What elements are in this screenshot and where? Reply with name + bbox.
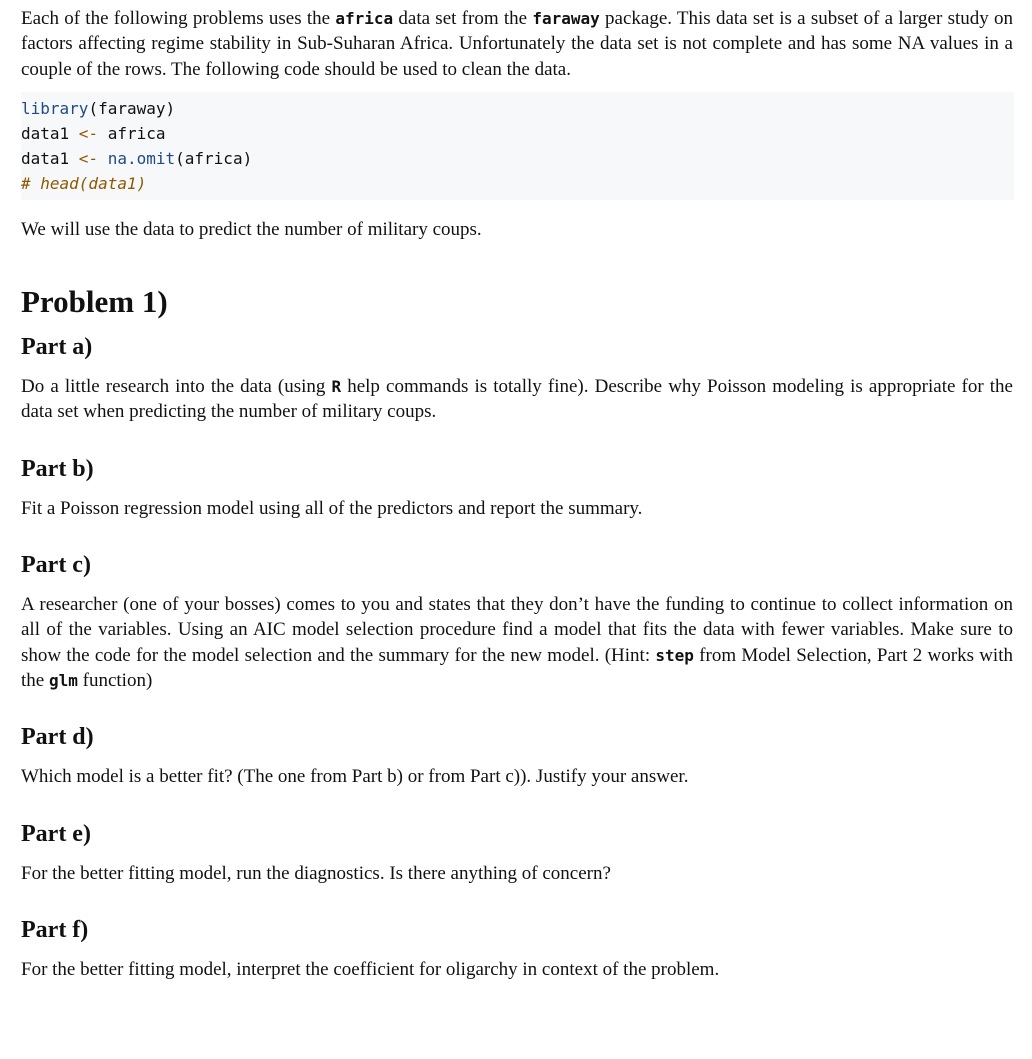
code-line-3: [21, 146, 1014, 171]
inline-code-glm: glm: [48, 670, 78, 690]
code-comment: # head(data1): [21, 173, 147, 193]
part-c-text-2: from Model Selection, Part 2 works with the: [21, 644, 1013, 691]
document-page: [21, 6, 1013, 982]
part-c-text-3: function): [77, 669, 153, 691]
part-b-text: Fit a Poisson regression model using all of the predictors and report the summary.: [21, 497, 643, 519]
intro-text-1: Each of the following problems uses the: [21, 8, 336, 29]
code-variable-data1: data1: [21, 148, 79, 168]
part-d-title: Part d): [21, 724, 94, 751]
code-assign-operator: <-: [78, 123, 99, 143]
part-f-text: For the better fitting model, interpret the coefficient for oligarchy in context of the problem.: [21, 958, 720, 980]
problem-title: Problem 1): [21, 284, 168, 320]
part-a-text-1: Do a little research into the data (using: [21, 376, 332, 398]
inline-code-africa: africa: [335, 9, 394, 28]
code-line-4: [21, 171, 1014, 196]
intro-text-2: data set from the: [393, 8, 533, 29]
part-c-text-1: A researcher (one of your bosses) comes to you and states that they don’t have the funding to continue to collect information on all of the variables. Using an AIC model selection procedure find a model that fits the data with fewer variables. Make sure to show the code for the model selection and the summary for the new model. (Hint:: [21, 594, 1013, 666]
code-function-library: library: [21, 98, 89, 118]
code-assign-operator: <-: [78, 148, 99, 168]
part-d-text: Which model is a better fit? (The one from Part b) or from Part c)). Justify your answer.: [21, 766, 689, 788]
part-f-title: Part f): [21, 916, 89, 943]
code-args-africa: (africa): [175, 148, 253, 168]
part-a-title: Part a): [21, 334, 93, 361]
inline-code-faraway: faraway: [532, 9, 600, 28]
part-c-text: [21, 592, 1013, 693]
part-b-title: Part b): [21, 455, 94, 482]
code-block: [21, 92, 1014, 200]
part-c-title: Part c): [21, 552, 91, 579]
code-line-1: [21, 96, 1014, 121]
after-code-paragraph: We will use the data to predict the number of military coups.: [21, 218, 482, 240]
code-function-na-omit: na.omit: [107, 148, 176, 168]
inline-code-r: R: [331, 377, 342, 397]
intro-paragraph: [21, 6, 1013, 82]
code-args-faraway: (faraway): [88, 98, 176, 118]
code-line-2: [21, 121, 1014, 146]
code-space: [98, 149, 108, 168]
part-a-text-2: help commands is totally fine). Describe why Poisson modeling is appropriate for the data set when predicting the number of military coups.: [21, 376, 1013, 423]
intro-text-3: package. This data set is a subset of a larger study on factors affecting regime stability in Sub-Suharan Africa. Unfortunately the data set is not complete and has some NA values in a couple of the rows. The following code should be used to clean the data.: [21, 8, 1013, 80]
inline-code-step: step: [655, 645, 694, 665]
part-a-text: [21, 374, 1013, 425]
code-value-africa: africa: [98, 123, 166, 143]
code-variable-data1: data1: [21, 123, 79, 143]
part-e-title: Part e): [21, 820, 91, 847]
part-e-text: For the better fitting model, run the diagnostics. Is there anything of concern?: [21, 862, 611, 884]
